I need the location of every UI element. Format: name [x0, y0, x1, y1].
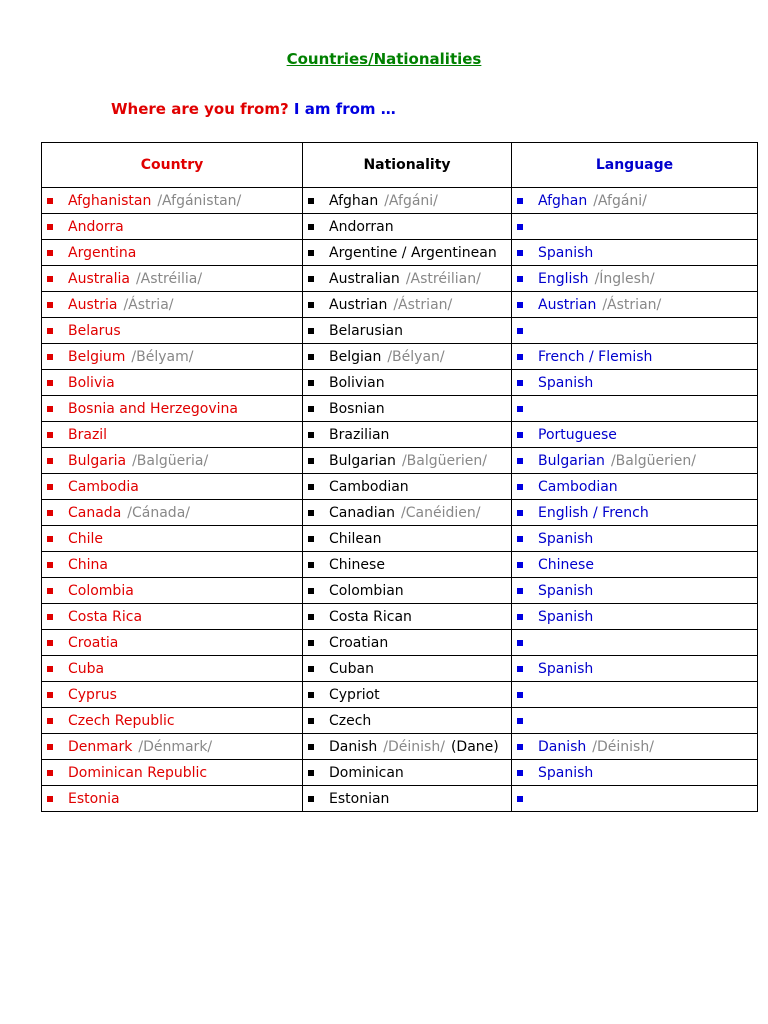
bullet-icon	[517, 666, 523, 672]
language-cell	[512, 214, 758, 240]
nationality-cell-pronunciation: /Astréilian/	[405, 270, 481, 287]
country-cell	[42, 240, 303, 266]
bullet-icon	[308, 432, 314, 438]
language-cell-pronunciation: /Déinish/	[592, 738, 654, 755]
nationality-cell-text: Colombian	[329, 582, 404, 599]
language-cell	[512, 604, 758, 630]
country-cell	[42, 578, 303, 604]
country-cell	[42, 708, 303, 734]
nationality-cell-text: Dominican	[329, 764, 404, 781]
bullet-icon	[308, 536, 314, 542]
table-row	[42, 344, 758, 370]
bullet-icon	[308, 224, 314, 230]
nationality-cell-text: Belarusian	[329, 322, 403, 339]
table-row	[42, 266, 758, 292]
nationality-cell-pronunciation: /Canéidien/	[401, 504, 481, 521]
nationality-cell-text: Chinese	[329, 556, 385, 573]
country-cell-text: Cyprus	[68, 686, 117, 703]
table-row	[42, 604, 758, 630]
language-cell-text: Spanish	[538, 764, 594, 781]
bullet-icon	[47, 588, 53, 594]
bullet-icon	[47, 692, 53, 698]
language-cell-text: Cambodian	[538, 478, 618, 495]
bullet-icon	[517, 796, 523, 802]
country-cell	[42, 422, 303, 448]
language-cell-pronunciation: /Balgüerien/	[610, 452, 696, 469]
country-cell	[42, 734, 303, 760]
table-row	[42, 786, 758, 812]
language-cell-text: Spanish	[538, 244, 594, 261]
nationality-cell-text: Bulgarian	[329, 452, 396, 469]
language-cell	[512, 760, 758, 786]
country-cell-text: Andorra	[68, 218, 124, 235]
country-cell	[42, 188, 303, 214]
nationality-cell-text: Canadian	[329, 504, 396, 521]
bullet-icon	[308, 718, 314, 724]
nationality-cell-text: Costa Rican	[329, 608, 412, 625]
table-row	[42, 318, 758, 344]
language-cell	[512, 500, 758, 526]
table-row	[42, 292, 758, 318]
bullet-icon	[308, 770, 314, 776]
country-cell	[42, 318, 303, 344]
table-row	[42, 370, 758, 396]
country-cell-text: Australia	[68, 270, 130, 287]
language-cell	[512, 240, 758, 266]
bullet-icon	[308, 484, 314, 490]
table-row	[42, 240, 758, 266]
bullet-icon	[517, 432, 523, 438]
bullet-icon	[308, 562, 314, 568]
language-cell	[512, 318, 758, 344]
bullet-icon	[47, 744, 53, 750]
country-cell	[42, 500, 303, 526]
bullet-icon	[517, 224, 523, 230]
bullet-icon	[47, 354, 53, 360]
nationality-cell	[303, 500, 512, 526]
table-row	[42, 708, 758, 734]
bullet-icon	[308, 276, 314, 282]
header-language: Language	[512, 143, 758, 188]
bullet-icon	[47, 406, 53, 412]
language-cell-text: English	[538, 270, 589, 287]
bullet-icon	[308, 588, 314, 594]
country-cell	[42, 266, 303, 292]
language-cell	[512, 526, 758, 552]
country-cell-text: China	[68, 556, 108, 573]
question-answer: I am from …	[293, 100, 396, 118]
country-cell-text: Cuba	[68, 660, 105, 677]
header-nationality: Nationality	[303, 143, 512, 188]
bullet-icon	[517, 614, 523, 620]
language-cell	[512, 266, 758, 292]
bullet-icon	[517, 536, 523, 542]
table-row	[42, 214, 758, 240]
language-cell-text: Danish	[538, 738, 587, 755]
bullet-icon	[47, 328, 53, 334]
bullet-icon	[308, 198, 314, 204]
country-cell	[42, 604, 303, 630]
bullet-icon	[47, 458, 53, 464]
nationality-cell	[303, 474, 512, 500]
nationality-cell-pronunciation: /Afgáni/	[384, 192, 438, 209]
bullet-icon	[47, 666, 53, 672]
table-row	[42, 552, 758, 578]
table-row	[42, 188, 758, 214]
bullet-icon	[47, 198, 53, 204]
header-row	[42, 143, 758, 188]
nationality-cell	[303, 266, 512, 292]
country-cell-text: Belgium	[68, 348, 126, 365]
bullet-icon	[308, 302, 314, 308]
country-cell-text: Belarus	[68, 322, 121, 339]
nationality-cell-text: Cambodian	[329, 478, 409, 495]
nationality-cell	[303, 188, 512, 214]
language-cell	[512, 656, 758, 682]
nationality-cell	[303, 604, 512, 630]
nationality-cell-pronunciation: /Bélyan/	[387, 348, 445, 365]
bullet-icon	[47, 380, 53, 386]
bullet-icon	[47, 536, 53, 542]
country-cell-text: Canada	[68, 504, 122, 521]
table-row	[42, 656, 758, 682]
country-cell	[42, 448, 303, 474]
bullet-icon	[517, 692, 523, 698]
nationality-cell	[303, 214, 512, 240]
bullet-icon	[517, 588, 523, 594]
language-cell	[512, 630, 758, 656]
nationality-cell	[303, 396, 512, 422]
country-cell-text: Bosnia and Herzegovina	[68, 400, 238, 417]
bullet-icon	[517, 640, 523, 646]
bullet-icon	[517, 406, 523, 412]
language-cell-text: Spanish	[538, 374, 594, 391]
bullet-icon	[47, 510, 53, 516]
language-cell-text: Spanish	[538, 660, 594, 677]
table-body	[42, 188, 758, 812]
bullet-icon	[47, 250, 53, 256]
nationality-cell-text: Bosnian	[329, 400, 385, 417]
country-cell	[42, 682, 303, 708]
language-cell	[512, 396, 758, 422]
country-cell-pronunciation: /Afgánistan/	[157, 192, 242, 209]
nationality-cell-text: Belgian	[329, 348, 382, 365]
country-cell	[42, 786, 303, 812]
bullet-icon	[308, 458, 314, 464]
language-cell-pronunciation: /Afgáni/	[593, 192, 647, 209]
nationality-cell	[303, 578, 512, 604]
bullet-icon	[517, 302, 523, 308]
country-cell-text: Czech Republic	[68, 712, 175, 729]
country-cell-text: Croatia	[68, 634, 119, 651]
country-cell	[42, 552, 303, 578]
nationality-cell	[303, 292, 512, 318]
country-cell	[42, 656, 303, 682]
bullet-icon	[308, 380, 314, 386]
language-cell	[512, 734, 758, 760]
bullet-icon	[308, 328, 314, 334]
country-cell-text: Denmark	[68, 738, 133, 755]
nationality-cell-text: Cuban	[329, 660, 374, 677]
country-cell-pronunciation: /Bélyam/	[131, 348, 194, 365]
language-cell-pronunciation: /Ínglesh/	[594, 270, 655, 287]
table-row	[42, 578, 758, 604]
nationality-cell-pronunciation: /Ástrian/	[393, 296, 453, 313]
nationality-cell-text: Afghan	[329, 192, 379, 209]
bullet-icon	[47, 562, 53, 568]
country-cell-text: Estonia	[68, 790, 120, 807]
country-cell-text: Afghanistan	[68, 192, 152, 209]
bullet-icon	[47, 484, 53, 490]
nationality-cell	[303, 370, 512, 396]
bullet-icon	[517, 328, 523, 334]
bullet-icon	[47, 302, 53, 308]
bullet-icon	[517, 458, 523, 464]
nationality-cell-text: Danish	[329, 738, 378, 755]
language-cell-text: English / French	[538, 504, 649, 521]
bullet-icon	[517, 744, 523, 750]
language-cell-text: Spanish	[538, 582, 594, 599]
language-cell	[512, 188, 758, 214]
country-cell	[42, 474, 303, 500]
language-cell	[512, 786, 758, 812]
country-cell-text: Colombia	[68, 582, 134, 599]
table-row	[42, 526, 758, 552]
bullet-icon	[308, 510, 314, 516]
bullet-icon	[308, 744, 314, 750]
nationality-cell	[303, 448, 512, 474]
language-cell	[512, 448, 758, 474]
language-cell-text: Spanish	[538, 530, 594, 547]
country-cell-text: Brazil	[68, 426, 108, 443]
country-cell	[42, 396, 303, 422]
nationality-cell-text: Bolivian	[329, 374, 385, 391]
country-cell	[42, 344, 303, 370]
language-cell-text: Spanish	[538, 608, 594, 625]
language-cell	[512, 370, 758, 396]
country-cell	[42, 760, 303, 786]
language-cell-text: Austrian	[538, 296, 597, 313]
question-line	[111, 100, 396, 118]
bullet-icon	[47, 640, 53, 646]
nationality-cell-text: Chilean	[329, 530, 382, 547]
bullet-icon	[308, 354, 314, 360]
bullet-icon	[308, 640, 314, 646]
bullet-icon	[308, 250, 314, 256]
bullet-icon	[308, 666, 314, 672]
language-cell-pronunciation: /Ástrian/	[602, 296, 662, 313]
nationality-cell-text: Australian	[329, 270, 400, 287]
nationality-cell-text: Czech	[329, 712, 372, 729]
nationality-cell	[303, 760, 512, 786]
page-title: Countries/Nationalities	[286, 50, 482, 68]
bullet-icon	[517, 718, 523, 724]
country-cell	[42, 292, 303, 318]
bullet-icon	[517, 484, 523, 490]
language-cell-text: Bulgarian	[538, 452, 605, 469]
table-row	[42, 682, 758, 708]
countries-table	[41, 142, 758, 812]
table-row	[42, 396, 758, 422]
bullet-icon	[517, 250, 523, 256]
bullet-icon	[517, 562, 523, 568]
question-prompt: Where are you from?	[111, 100, 289, 118]
nationality-cell-text: Austrian	[329, 296, 388, 313]
language-cell-text: Portuguese	[538, 426, 617, 443]
nationality-cell	[303, 734, 512, 760]
nationality-cell	[303, 344, 512, 370]
bullet-icon	[517, 380, 523, 386]
country-cell-text: Bulgaria	[68, 452, 127, 469]
language-cell	[512, 682, 758, 708]
table-row	[42, 448, 758, 474]
nationality-cell	[303, 318, 512, 344]
country-cell	[42, 370, 303, 396]
table-row	[42, 474, 758, 500]
nationality-cell	[303, 656, 512, 682]
nationality-cell-text: Brazilian	[329, 426, 390, 443]
language-cell-text: Afghan	[538, 192, 588, 209]
table-row	[42, 734, 758, 760]
language-cell-text: Chinese	[538, 556, 594, 573]
bullet-icon	[308, 406, 314, 412]
country-cell-text: Dominican Republic	[68, 764, 208, 781]
table-row	[42, 422, 758, 448]
header-country: Country	[42, 143, 303, 188]
nationality-cell	[303, 422, 512, 448]
country-cell-pronunciation: /Balgüeria/	[132, 452, 209, 469]
bullet-icon	[517, 770, 523, 776]
bullet-icon	[47, 224, 53, 230]
country-cell	[42, 526, 303, 552]
language-cell	[512, 344, 758, 370]
table-row	[42, 500, 758, 526]
table-row	[42, 760, 758, 786]
nationality-cell-text: Argentine / Argentinean	[329, 244, 497, 261]
language-cell-text: French / Flemish	[538, 348, 653, 365]
country-cell-pronunciation: /Astréilia/	[135, 270, 203, 287]
language-cell	[512, 292, 758, 318]
nationality-cell-pronunciation: /Déinish/	[383, 738, 445, 755]
table-row	[42, 630, 758, 656]
country-cell-text: Costa Rica	[68, 608, 143, 625]
country-cell	[42, 630, 303, 656]
country-cell-text: Chile	[68, 530, 104, 547]
nationality-cell	[303, 786, 512, 812]
bullet-icon	[47, 614, 53, 620]
bullet-icon	[308, 692, 314, 698]
bullet-icon	[47, 718, 53, 724]
nationality-cell-text: Andorran	[329, 218, 394, 235]
country-cell-text: Austria	[68, 296, 118, 313]
country-cell-pronunciation: /Cánada/	[127, 504, 190, 521]
bullet-icon	[47, 432, 53, 438]
bullet-icon	[517, 510, 523, 516]
bullet-icon	[47, 770, 53, 776]
country-cell-text: Argentina	[68, 244, 137, 261]
country-cell-text: Cambodia	[68, 478, 139, 495]
language-cell	[512, 708, 758, 734]
bullet-icon	[517, 198, 523, 204]
bullet-icon	[308, 614, 314, 620]
nationality-cell-text: Cypriot	[329, 686, 380, 703]
bullet-icon	[517, 276, 523, 282]
language-cell	[512, 474, 758, 500]
country-cell-pronunciation: /Ástria/	[123, 296, 174, 313]
nationality-cell	[303, 630, 512, 656]
bullet-icon	[308, 796, 314, 802]
nationality-cell-text: Croatian	[329, 634, 389, 651]
nationality-cell-text: Estonian	[329, 790, 390, 807]
language-cell	[512, 578, 758, 604]
country-cell-text: Bolivia	[68, 374, 115, 391]
nationality-cell-pronunciation: /Balgüerien/	[401, 452, 487, 469]
nationality-cell	[303, 552, 512, 578]
nationality-cell	[303, 526, 512, 552]
nationality-cell-extra: (Dane)	[450, 738, 499, 755]
nationality-cell	[303, 708, 512, 734]
bullet-icon	[47, 276, 53, 282]
country-cell-pronunciation: /Dénmark/	[138, 738, 213, 755]
nationality-cell	[303, 682, 512, 708]
nationality-cell	[303, 240, 512, 266]
language-cell	[512, 552, 758, 578]
bullet-icon	[47, 796, 53, 802]
bullet-icon	[517, 354, 523, 360]
country-cell	[42, 214, 303, 240]
language-cell	[512, 422, 758, 448]
